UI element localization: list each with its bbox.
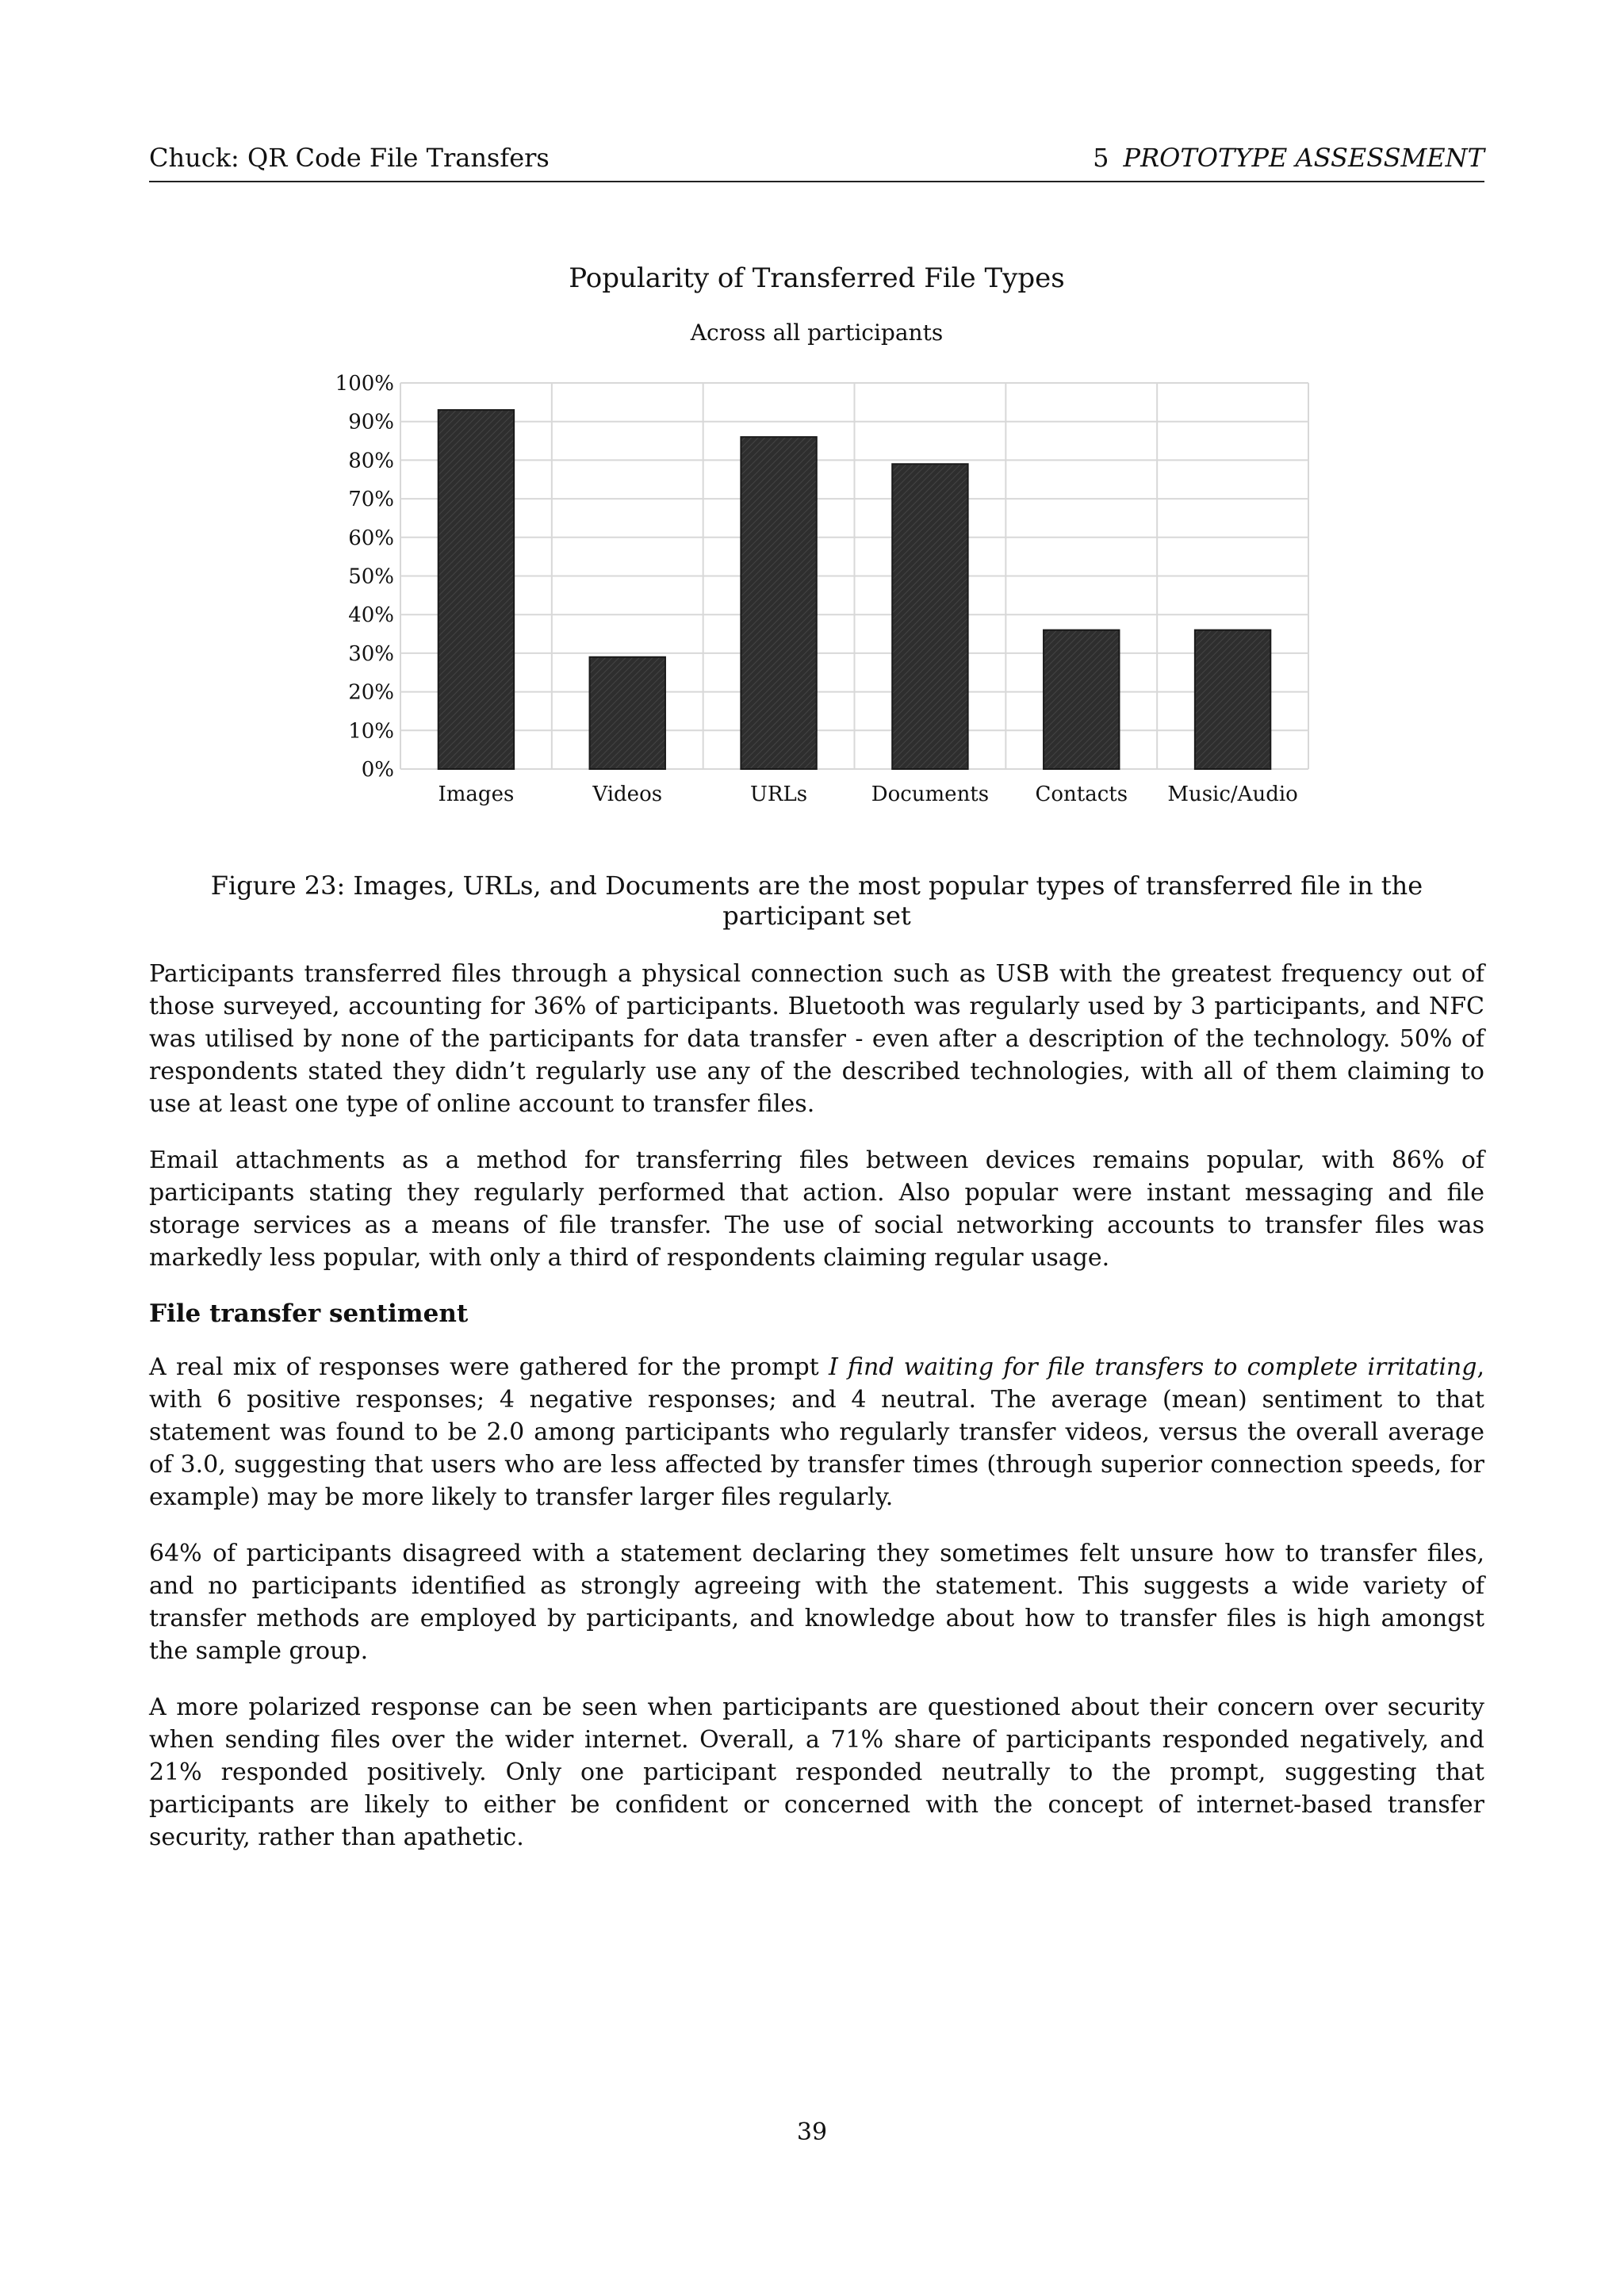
chart-svg [301, 262, 1332, 817]
body-text [149, 958, 1484, 1877]
y-tick-label: 50% [348, 564, 394, 589]
y-axis-ticks [335, 372, 394, 782]
chart-subtitle: Across all participants [690, 320, 944, 346]
header-section [1093, 143, 1484, 173]
running-header [149, 141, 1484, 182]
header-section-number: 5 [1093, 143, 1109, 173]
y-tick-label: 0% [361, 758, 394, 782]
x-tick-label: Documents [871, 783, 990, 806]
y-tick-label: 60% [348, 526, 394, 550]
y-tick-label: 100% [335, 372, 394, 396]
paragraph-security-concern: A more polarized response can be seen when participants are questioned about their concern over security when sending files over the wider internet. Overall, a 71% share of participants responded negatively, and 21% responded positively. Only one participant responded neutrally to the prompt, suggesting that participants are likely to either be confident or concerned with the concept of internet-based transfer security, rather than apathetic. [149, 1693, 1484, 1851]
x-tick-label: URLs [750, 783, 808, 806]
bar-urls [741, 437, 816, 769]
header-section-title: PROTOTYPE ASSESSMENT [1123, 143, 1484, 173]
y-tick-label: 20% [348, 680, 394, 705]
y-tick-label: 10% [348, 719, 394, 744]
paragraph-unsure-transfer: 64% of participants disagreed with a statement declaring they sometimes felt unsure how to transfer files, and no participants identified as strongly agreeing with the statement. This suggests a wide variety of transfer methods are employed by participants, and knowledge about how to transfer files is high amongst the sample group. [149, 1540, 1484, 1665]
p3-lead: A real mix of responses were gathered for the prompt [149, 1353, 829, 1381]
bar-chart [301, 262, 1332, 817]
x-tick-label: Images [438, 783, 515, 806]
chart-gridlines [400, 383, 1308, 769]
p3-tail: , with 6 positive responses; 4 negative responses; and 4 neutral. The average (mean) sentiment to that statement was found to be 2.0 among participants who regularly transfer videos, versus the overall average of 3.0, suggesting that users who are less affected by transfer times (through superior connection speeds, for example) may be more likely to transfer larger files regularly. [149, 1353, 1484, 1511]
y-tick-label: 70% [348, 488, 394, 512]
section-heading-sentiment: File transfer sentiment [149, 1299, 469, 1328]
y-tick-label: 40% [348, 603, 394, 628]
header-document-title: Chuck: QR Code File Transfers [149, 143, 550, 173]
bar-contacts [1044, 630, 1119, 769]
y-tick-label: 80% [348, 449, 394, 473]
x-tick-label: Videos [592, 783, 663, 806]
paragraph-waiting-sentiment [149, 1351, 1484, 1513]
bar-music-audio [1195, 630, 1270, 769]
x-tick-label: Contacts [1035, 783, 1128, 806]
paragraph-physical-transfer: Participants transferred files through a physical connection such as USB with the greatest frequency out of those surveyed, accounting for 36% of participants. Bluetooth was regularly used by 3 participants, and NFC was utilised by none of the participants for data transfer - even after a description of the technology. 50% of respondents stated they didn’t regularly use any of the described technologies, with all of them claiming to use at least one type of online account to transfer files. [149, 960, 1484, 1118]
x-axis-labels [439, 783, 1298, 806]
page-number: 39 [796, 2118, 828, 2146]
bar-documents [892, 464, 967, 769]
x-tick-label: Music/Audio [1167, 783, 1298, 806]
y-tick-label: 90% [348, 410, 394, 434]
p3-prompt-italic: I find waiting for file transfers to complete irritating [828, 1353, 1477, 1381]
bar-videos [590, 657, 665, 769]
bar-images [439, 410, 514, 769]
figure-caption: Figure 23: Images, URLs, and Documents are the most popular types of transferred file in the participant set [210, 871, 1423, 931]
chart-title: Popularity of Transferred File Types [569, 262, 1065, 294]
paragraph-email-attachments: Email attachments as a method for transferring files between devices remains popular, with 86% of participants stating they regularly performed that action. Also popular were instant messaging and file storage services as a means of file transfer. The use of social networking accounts to transfer files was markedly less popular, with only a third of respondents claiming regular usage. [149, 1146, 1484, 1272]
y-tick-label: 30% [348, 641, 394, 666]
